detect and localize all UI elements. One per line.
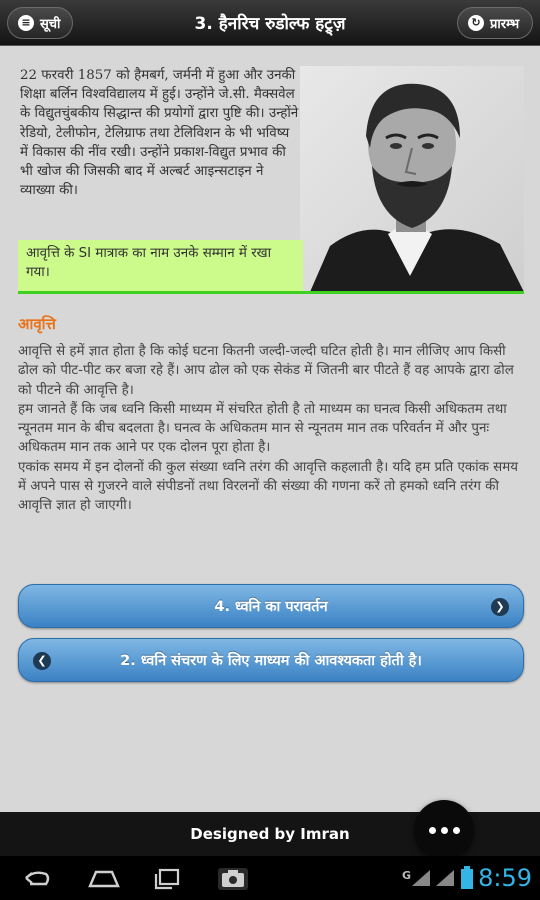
- chevron-right-icon: ❯: [491, 598, 509, 616]
- content-area: [18, 66, 524, 516]
- signal-icon: [410, 868, 432, 888]
- battery-icon: [460, 866, 474, 890]
- refresh-icon: ↻: [468, 15, 484, 31]
- clock: 8:59: [478, 864, 532, 892]
- start-label: प्रारम्भ: [490, 17, 520, 32]
- menu-icon: ≡: [18, 15, 34, 31]
- menu-button[interactable]: [7, 7, 73, 39]
- previous-topic-button[interactable]: [18, 638, 524, 682]
- home-icon[interactable]: [86, 866, 122, 890]
- back-icon[interactable]: [20, 866, 52, 890]
- network-type: G: [402, 869, 412, 882]
- next-topic-label: 4. ध्वनि का परावर्तन: [214, 599, 328, 615]
- footer-credit: Designed by Imran: [190, 825, 350, 843]
- camera-icon[interactable]: [216, 866, 250, 892]
- menu-label: सूची: [40, 17, 61, 32]
- start-button[interactable]: [457, 7, 533, 39]
- more-options-button[interactable]: [414, 800, 474, 860]
- page-title: 3. हैनरिच रुडोल्फ हट्र्ज़: [194, 14, 346, 34]
- section-heading: आवृत्ति: [18, 315, 56, 333]
- top-bar: [0, 0, 540, 46]
- next-topic-button[interactable]: [18, 584, 524, 628]
- signal-2-icon: [434, 868, 456, 888]
- highlight-note: आवृत्ति के SI मात्राक का नाम उनके सम्मान में रखा गया।: [18, 240, 303, 292]
- more-dot-icon: [429, 827, 436, 834]
- section-body: आवृत्ति से हमें ज्ञात होता है कि कोई घटना कितनी जल्दी-जल्दी घटित होती है। मान लीजिए आप किसी ढोल को पीट-पीट कर बजा रहे हैं। आप ढोल को एक सेकंड में जितनी बार पीटते हैं वह आपके द्वारा ढोल को पीटने की आवृत्ति है। हम जानते हैं कि जब ध्वनि किसी माध्यम में संचरित होती है तो माध्यम का घनत्व किसी अधिकतम तथा न्यूनतम मान के बीच बदलता है। घनत्व के अधिकतम मान से न्यूनतम मान तक परिवर्तन में और पुनः अधिकतम मान तक आने पर एक दोलन पूरा होता है। एकांक समय में इन दोलनों की कुल संख्या ध्वनि तरंग की आवृत्ति कहलाती है। यदि हम प्रति एकांक समय में अपने पास से गुजरने वाले संपीडनों तथा विरलनों की संख्या की गणना करें तो हमको ध्वनि तरंग की आवृत्ति ज्ञात हो जाएगी।: [18, 344, 518, 514]
- intro-block: [18, 66, 524, 292]
- divider: [18, 291, 524, 294]
- chevron-left-icon: ❮: [33, 652, 51, 670]
- system-navigation-bar: [0, 856, 540, 900]
- more-dot-icon: [453, 827, 460, 834]
- portrait-photo: [300, 66, 524, 292]
- recent-apps-icon[interactable]: [152, 866, 184, 890]
- intro-text: 22 फरवरी 1857 को हैमबर्ग, जर्मनी में हुआ और उनकी शिक्षा बर्लिन विश्वविद्यालय में हुई। उन्होंने जे.सी. मैक्सवेल के विद्युतचुंबकीय सिद्धान्त की प्रयोगों द्वारा पुष्टि की। उन्होंने रेडियो, टेलीफोन, टेलिग्राफ तथा टेलिविशन के भी भविष्य में विकास की नींव रखी। उन्होंने प्रकाश-विद्युत प्रभाव की भी खोज की जिसकी बाद में अल्बर्ट आइन्सटाइन ने व्याख्या की।: [20, 68, 299, 199]
- previous-topic-label: 2. ध्वनि संचरण के लिए माध्यम की आवश्यकता होती है।: [120, 653, 422, 669]
- more-dot-icon: [441, 827, 448, 834]
